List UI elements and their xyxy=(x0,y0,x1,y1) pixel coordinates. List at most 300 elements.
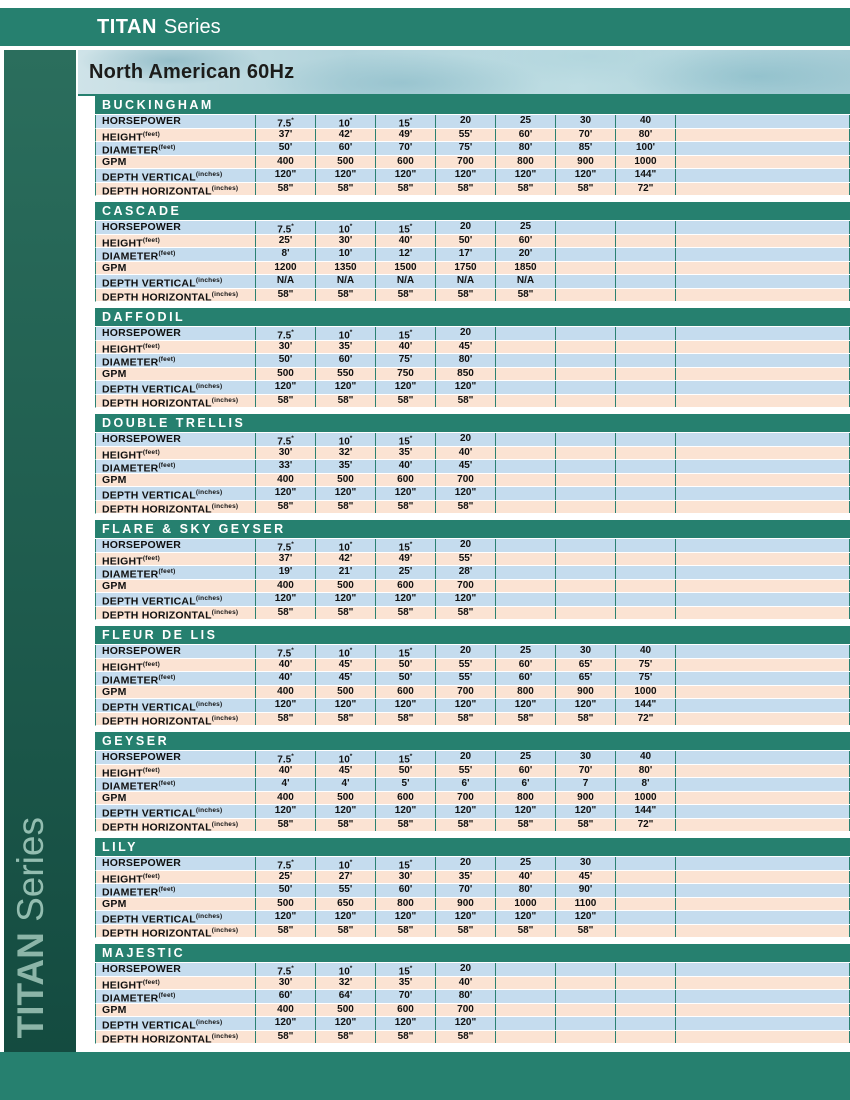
spec-cell: 900 xyxy=(556,792,616,805)
spec-cell: 58" xyxy=(256,395,316,408)
spec-cell xyxy=(496,501,556,514)
top-bar xyxy=(0,8,850,46)
spec-cell xyxy=(556,607,616,620)
spec-cell: 40 xyxy=(616,645,676,658)
empty-cell xyxy=(676,275,850,288)
spec-cell xyxy=(616,235,676,248)
spec-cell: 400 xyxy=(256,580,316,593)
spec-cell: 1200 xyxy=(256,262,316,275)
spec-cell: 600 xyxy=(376,686,436,699)
spec-cell xyxy=(616,553,676,566)
spec-row xyxy=(95,593,850,607)
spec-cell: 37' xyxy=(256,129,316,142)
row-label: DEPTH $VERTICAL^{(inches)}$ xyxy=(96,593,256,606)
spec-cell: 60' xyxy=(256,990,316,1003)
section-header: LILY xyxy=(95,838,850,857)
section-header: DAFFODIL xyxy=(95,308,850,327)
spec-cell: 58" xyxy=(316,713,376,726)
spec-row xyxy=(95,235,850,249)
spec-cell: 30' xyxy=(256,447,316,460)
empty-cell xyxy=(676,659,850,672)
spec-row xyxy=(95,990,850,1004)
spec-cell: 500 xyxy=(316,1004,376,1017)
row-label: GPM xyxy=(96,686,256,699)
spec-cell: 120" xyxy=(556,911,616,924)
spec-cell xyxy=(616,501,676,514)
row-label: GPM xyxy=(96,1004,256,1017)
spec-cell: 10* xyxy=(316,963,376,976)
empty-cell xyxy=(676,474,850,487)
empty-cell xyxy=(676,607,850,620)
spec-cell: 58" xyxy=(256,925,316,938)
spec-cell: 58" xyxy=(556,183,616,196)
spec-cell xyxy=(496,1031,556,1044)
spec-cell xyxy=(496,460,556,473)
spec-cell: 500 xyxy=(316,474,376,487)
empty-cell xyxy=(676,990,850,1003)
spec-cell xyxy=(556,539,616,552)
empty-cell xyxy=(676,235,850,248)
row-label: DEPTH $HORIZONTAL^{(inches)}$ xyxy=(96,183,256,196)
spec-cell: 20' xyxy=(496,248,556,261)
spec-cell: 5' xyxy=(376,778,436,791)
spec-cell: 120" xyxy=(256,699,316,712)
spec-cell xyxy=(616,289,676,302)
spec-cell: 500 xyxy=(256,368,316,381)
row-label: $DIAMETER^{(feet)}$ xyxy=(96,248,256,261)
spec-row xyxy=(95,765,850,779)
spec-cell: 58" xyxy=(376,607,436,620)
spec-row xyxy=(95,183,850,197)
empty-cell xyxy=(676,686,850,699)
empty-cell xyxy=(676,341,850,354)
spec-cell: 1000 xyxy=(496,898,556,911)
spec-cell: 600 xyxy=(376,156,436,169)
spec-cell: 40' xyxy=(376,460,436,473)
section-header: FLEUR DE LIS xyxy=(95,626,850,645)
spec-cell: 600 xyxy=(376,792,436,805)
spec-cell: 800 xyxy=(376,898,436,911)
spec-cell: 58" xyxy=(436,1031,496,1044)
spec-cell: 58" xyxy=(256,607,316,620)
spec-cell xyxy=(616,460,676,473)
spec-cell: 70' xyxy=(376,990,436,1003)
spec-cell: 600 xyxy=(376,474,436,487)
spec-cell xyxy=(556,566,616,579)
spec-cell: 30 xyxy=(556,645,616,658)
spec-cell: 25' xyxy=(256,871,316,884)
spec-cell: 45' xyxy=(556,871,616,884)
spec-cell: 58" xyxy=(556,713,616,726)
spec-cell: 120" xyxy=(256,805,316,818)
empty-cell xyxy=(676,289,850,302)
spec-cell: 25 xyxy=(496,645,556,658)
spec-cell: 45' xyxy=(316,765,376,778)
spec-cell: 15* xyxy=(376,221,436,234)
brand-name-regular: Series xyxy=(163,15,221,38)
spec-cell: 50' xyxy=(256,884,316,897)
spec-cell xyxy=(616,911,676,924)
spec-cell: 58" xyxy=(556,819,616,832)
spec-cell: 80' xyxy=(436,354,496,367)
spec-cell: 30 xyxy=(556,115,616,128)
spec-cell: 90' xyxy=(556,884,616,897)
spec-cell: 55' xyxy=(436,659,496,672)
spec-cell xyxy=(496,433,556,446)
spec-cell xyxy=(496,593,556,606)
spec-row xyxy=(95,539,850,553)
empty-cell xyxy=(676,751,850,764)
empty-cell xyxy=(676,354,850,367)
spec-cell: 25 xyxy=(496,221,556,234)
spec-cell: 60' xyxy=(496,659,556,672)
spec-cell: 120" xyxy=(316,911,376,924)
empty-cell xyxy=(676,792,850,805)
row-label: DEPTH $VERTICAL^{(inches)}$ xyxy=(96,699,256,712)
spec-cell xyxy=(556,1031,616,1044)
spec-cell: 1350 xyxy=(316,262,376,275)
spec-cell: 7.5* xyxy=(256,539,316,552)
spec-row xyxy=(95,805,850,819)
banner-title: North American 60Hz xyxy=(89,60,295,83)
spec-cell xyxy=(496,977,556,990)
model-section xyxy=(95,626,850,726)
spec-cell xyxy=(556,990,616,1003)
spec-cell xyxy=(556,447,616,460)
row-label: DEPTH $VERTICAL^{(inches)}$ xyxy=(96,1017,256,1030)
spec-cell: 58" xyxy=(256,183,316,196)
row-label: HORSEPOWER xyxy=(96,539,256,552)
spec-cell: N/A xyxy=(376,275,436,288)
row-label: HORSEPOWER xyxy=(96,433,256,446)
bottom-band xyxy=(0,1052,850,1100)
spec-cell xyxy=(556,341,616,354)
spec-cell: 120" xyxy=(436,487,496,500)
section-header: BUCKINGHAM xyxy=(95,96,850,115)
spec-cell: 58" xyxy=(316,289,376,302)
spec-cell: 120" xyxy=(496,699,556,712)
spec-cell: 500 xyxy=(316,792,376,805)
spec-cell: 120" xyxy=(316,805,376,818)
empty-cell xyxy=(676,778,850,791)
spec-cell xyxy=(616,354,676,367)
brand-name-bold: TITAN xyxy=(97,15,157,38)
row-label: $HEIGHT^{(feet)}$ xyxy=(96,977,256,990)
spec-cell: 400 xyxy=(256,474,316,487)
spec-cell xyxy=(556,235,616,248)
spec-cell: 120" xyxy=(376,911,436,924)
spec-cell: 40' xyxy=(376,341,436,354)
empty-cell xyxy=(676,1004,850,1017)
spec-row xyxy=(95,460,850,474)
row-label: DEPTH $HORIZONTAL^{(inches)}$ xyxy=(96,713,256,726)
spec-cell: 20 xyxy=(436,645,496,658)
spec-row xyxy=(95,129,850,143)
spec-cell: 500 xyxy=(256,898,316,911)
spec-cell: 40' xyxy=(436,977,496,990)
spec-cell: 80' xyxy=(496,142,556,155)
spec-cell: 20 xyxy=(436,327,496,340)
empty-cell xyxy=(676,487,850,500)
spec-cell: 500 xyxy=(316,580,376,593)
empty-cell xyxy=(676,765,850,778)
spec-cell: 10* xyxy=(316,433,376,446)
spec-cell: 500 xyxy=(316,156,376,169)
spec-cell: 58" xyxy=(316,183,376,196)
row-label: $HEIGHT^{(feet)}$ xyxy=(96,871,256,884)
row-label: DEPTH $VERTICAL^{(inches)}$ xyxy=(96,275,256,288)
spec-cell: 42' xyxy=(316,553,376,566)
spec-cell xyxy=(616,474,676,487)
row-label: GPM xyxy=(96,156,256,169)
spec-cell: 55' xyxy=(436,765,496,778)
row-label: DEPTH $HORIZONTAL^{(inches)}$ xyxy=(96,501,256,514)
spec-cell xyxy=(616,447,676,460)
spec-cell: 120" xyxy=(556,699,616,712)
row-label: HORSEPOWER xyxy=(96,327,256,340)
spec-cell: 20 xyxy=(436,433,496,446)
spec-cell: 120" xyxy=(256,169,316,182)
model-section xyxy=(95,838,850,938)
empty-cell xyxy=(676,1017,850,1030)
empty-cell xyxy=(676,248,850,261)
spec-cell: 72" xyxy=(616,713,676,726)
spec-cell xyxy=(556,580,616,593)
spec-row xyxy=(95,699,850,713)
spec-cell: 60' xyxy=(496,129,556,142)
spec-cell xyxy=(496,963,556,976)
spec-cell: 800 xyxy=(496,156,556,169)
spec-cell: 72" xyxy=(616,183,676,196)
empty-cell xyxy=(676,805,850,818)
spec-cell: 700 xyxy=(436,686,496,699)
spec-cell: 20 xyxy=(436,221,496,234)
spec-cell: 7 xyxy=(556,778,616,791)
spec-cell: 45' xyxy=(436,460,496,473)
spec-row xyxy=(95,884,850,898)
spec-cell: 144" xyxy=(616,805,676,818)
spec-cell: 10* xyxy=(316,751,376,764)
spec-cell: 120" xyxy=(316,593,376,606)
empty-cell xyxy=(676,433,850,446)
spec-cell xyxy=(556,221,616,234)
spec-cell: 1100 xyxy=(556,898,616,911)
spec-cell: 120" xyxy=(316,381,376,394)
empty-cell xyxy=(676,381,850,394)
empty-cell xyxy=(676,819,850,832)
empty-cell xyxy=(676,460,850,473)
spec-cell: 600 xyxy=(376,580,436,593)
spec-row xyxy=(95,156,850,170)
spec-cell: 58" xyxy=(376,1031,436,1044)
spec-cell: 25 xyxy=(496,857,556,870)
empty-cell xyxy=(676,672,850,685)
spec-cell: 4' xyxy=(316,778,376,791)
spec-cell: 7.5* xyxy=(256,115,316,128)
spec-cell: 20 xyxy=(436,963,496,976)
spec-cell: 120" xyxy=(376,699,436,712)
spec-cell: 58" xyxy=(436,501,496,514)
spec-cell xyxy=(616,857,676,870)
spec-cell: N/A xyxy=(496,275,556,288)
spec-cell: 700 xyxy=(436,1004,496,1017)
spec-cell xyxy=(616,539,676,552)
spec-cell: 85' xyxy=(556,142,616,155)
spec-cell: 58" xyxy=(436,713,496,726)
spec-cell: 60' xyxy=(496,235,556,248)
spec-cell xyxy=(496,381,556,394)
spec-cell xyxy=(556,395,616,408)
spec-cell: 800 xyxy=(496,686,556,699)
spec-row xyxy=(95,857,850,871)
spec-cell: 120" xyxy=(436,1017,496,1030)
spec-cell: 35' xyxy=(316,341,376,354)
spec-cell xyxy=(616,248,676,261)
spec-cell: 120" xyxy=(556,805,616,818)
spec-cell xyxy=(556,593,616,606)
spec-cell: 40 xyxy=(616,115,676,128)
spec-cell xyxy=(496,580,556,593)
spec-row xyxy=(95,289,850,303)
spec-cell: 58" xyxy=(556,925,616,938)
row-label: DEPTH $HORIZONTAL^{(inches)}$ xyxy=(96,1031,256,1044)
spec-cell: 42' xyxy=(316,129,376,142)
spec-cell: 58" xyxy=(376,819,436,832)
spec-row xyxy=(95,381,850,395)
row-label: $DIAMETER^{(feet)}$ xyxy=(96,354,256,367)
row-label: DEPTH $VERTICAL^{(inches)}$ xyxy=(96,381,256,394)
spec-cell: 58" xyxy=(376,289,436,302)
spec-cell xyxy=(496,1004,556,1017)
spec-cell: 120" xyxy=(376,381,436,394)
model-section xyxy=(95,944,850,1044)
row-label: GPM xyxy=(96,474,256,487)
spec-cell: 6' xyxy=(436,778,496,791)
spec-cell: 40' xyxy=(496,871,556,884)
row-label: DEPTH $VERTICAL^{(inches)}$ xyxy=(96,487,256,500)
empty-cell xyxy=(676,645,850,658)
spec-row xyxy=(95,275,850,289)
spec-cell xyxy=(556,262,616,275)
spec-cell: 120" xyxy=(376,593,436,606)
spec-cell: 28' xyxy=(436,566,496,579)
spec-cell: 80' xyxy=(436,990,496,1003)
spec-cell: 55' xyxy=(436,129,496,142)
spec-cell: 55' xyxy=(436,672,496,685)
empty-cell xyxy=(676,129,850,142)
spec-cell xyxy=(496,395,556,408)
spec-cell xyxy=(496,607,556,620)
spec-cell: N/A xyxy=(256,275,316,288)
spec-cell: 120" xyxy=(436,911,496,924)
row-label: HORSEPOWER xyxy=(96,645,256,658)
spec-cell xyxy=(556,275,616,288)
spec-cell xyxy=(556,1017,616,1030)
empty-cell xyxy=(676,898,850,911)
spec-cell: 70' xyxy=(436,884,496,897)
spec-cell: 49' xyxy=(376,553,436,566)
spec-cell xyxy=(616,487,676,500)
spec-cell: 72" xyxy=(616,819,676,832)
spec-cell: 58" xyxy=(316,925,376,938)
row-label: GPM xyxy=(96,262,256,275)
spec-cell: 32' xyxy=(316,447,376,460)
section-header: CASCADE xyxy=(95,202,850,221)
spec-cell xyxy=(616,898,676,911)
spec-row xyxy=(95,792,850,806)
empty-cell xyxy=(676,857,850,870)
spec-cell xyxy=(556,474,616,487)
spec-cell: 65' xyxy=(556,659,616,672)
spec-cell: 400 xyxy=(256,792,316,805)
spec-cell: 70' xyxy=(556,129,616,142)
empty-cell xyxy=(676,501,850,514)
spec-cell xyxy=(616,871,676,884)
sidebar-title-regular: Series xyxy=(10,816,51,922)
row-label: GPM xyxy=(96,792,256,805)
spec-cell: 58" xyxy=(436,183,496,196)
spec-cell xyxy=(556,289,616,302)
spec-cell: 120" xyxy=(376,487,436,500)
spec-cell: 120" xyxy=(436,593,496,606)
spec-cell: 45' xyxy=(316,659,376,672)
spec-cell: 15* xyxy=(376,115,436,128)
spec-row xyxy=(95,142,850,156)
spec-sections xyxy=(95,96,850,1050)
spec-cell: 70' xyxy=(376,142,436,155)
spec-cell: 15* xyxy=(376,963,436,976)
spec-cell xyxy=(616,368,676,381)
empty-cell xyxy=(676,142,850,155)
spec-cell: 10' xyxy=(316,248,376,261)
row-label: DEPTH $VERTICAL^{(inches)}$ xyxy=(96,911,256,924)
spec-cell: 1000 xyxy=(616,156,676,169)
spec-cell xyxy=(616,327,676,340)
spec-cell: 35' xyxy=(376,447,436,460)
empty-cell xyxy=(676,977,850,990)
spec-row xyxy=(95,354,850,368)
spec-cell: 400 xyxy=(256,1004,316,1017)
spec-cell: 120" xyxy=(556,169,616,182)
empty-cell xyxy=(676,327,850,340)
empty-cell xyxy=(676,871,850,884)
spec-cell: 7.5* xyxy=(256,751,316,764)
row-label: HORSEPOWER xyxy=(96,857,256,870)
spec-cell xyxy=(616,262,676,275)
spec-cell: 65' xyxy=(556,672,616,685)
spec-cell: 58" xyxy=(496,819,556,832)
spec-cell: 120" xyxy=(256,487,316,500)
spec-cell: 80' xyxy=(616,129,676,142)
row-label: $HEIGHT^{(feet)}$ xyxy=(96,659,256,672)
spec-cell: 20 xyxy=(436,857,496,870)
spec-cell: 7.5* xyxy=(256,645,316,658)
row-label: GPM xyxy=(96,368,256,381)
spec-cell: 33' xyxy=(256,460,316,473)
spec-cell: 50' xyxy=(376,672,436,685)
spec-cell: 55' xyxy=(316,884,376,897)
spec-cell: 45' xyxy=(436,341,496,354)
spec-cell xyxy=(496,990,556,1003)
empty-cell xyxy=(676,593,850,606)
spec-cell: 15* xyxy=(376,433,436,446)
spec-row xyxy=(95,713,850,727)
page-sidebar xyxy=(4,50,76,1052)
spec-cell xyxy=(556,433,616,446)
spec-row xyxy=(95,686,850,700)
spec-cell: 60' xyxy=(316,354,376,367)
model-section xyxy=(95,414,850,514)
